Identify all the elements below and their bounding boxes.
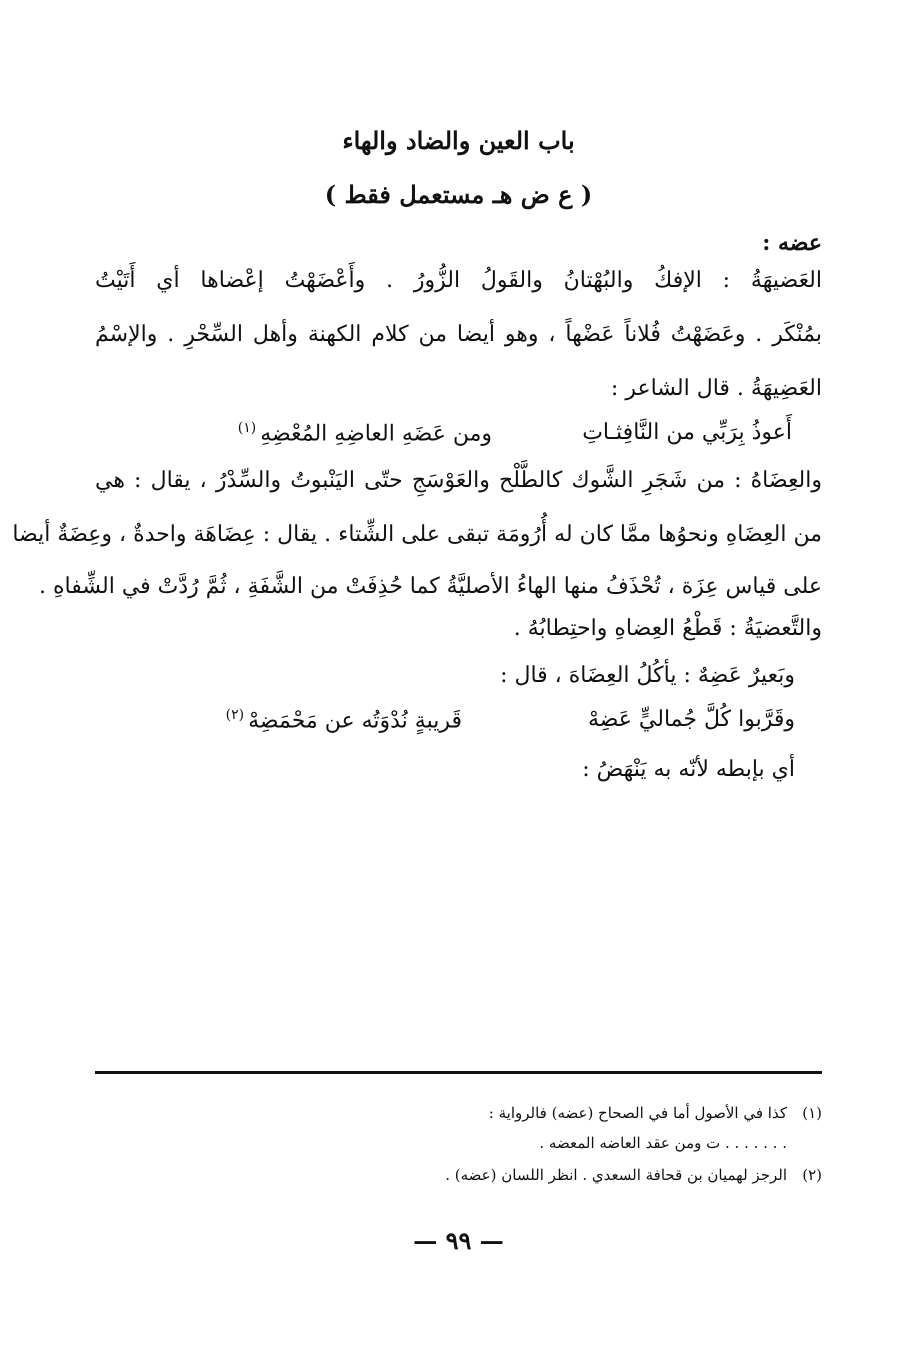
verse-hemistich-second	[226, 707, 462, 733]
text-line: أي بإبطه لأنّه به يَنْهَضُ :	[582, 757, 795, 782]
footnote-text: الرجز لهميان بن قحافة السعدي . انظر اللسان (عضه) .	[445, 1166, 787, 1184]
footnote-divider	[95, 1071, 822, 1074]
text-line: بمُنْكَر . وعَضَهْتُ فُلاناً عَضْهاً ، وهو أيضا من كلام الكهنة وأهل السِّحْرِ . والإسْمُ	[95, 322, 822, 347]
entry-headword: عضه :	[762, 230, 822, 256]
footnote-ref[interactable]: (٢)	[225, 707, 245, 723]
page-number: — ٩٩ —	[413, 1226, 504, 1255]
verse-text: ومن عَضَهِ العاضِهِ المُعْضِهِ	[260, 421, 492, 447]
footnote-text: كذا في الأصول أما في الصحاح (عضه) فالرواية :	[488, 1104, 787, 1122]
footnote-text: . . . . . . . ت ومن عقد العاضه المعضه .	[539, 1134, 787, 1152]
text-line: من العِضَاهِ ونحوُها ممَّا كان له أُرُومَة تبقى على الشِّتاء . يقال : عِضَاهَة واحدةٌ ، وعِضَةٌ أيضا	[12, 522, 822, 547]
chapter-subtitle: ( ع ض هـ مستعمل فقط )	[324, 180, 593, 209]
footnote-ref[interactable]: (١)	[237, 420, 257, 436]
text-line: على قياس عِزَة ، تُحْذَفُ منها الهاءُ الأصليَّةُ كما حُذِفَتْ من الشَّفَةِ ، ثُمَّ رُدَّتْ في الشِّفاهِ .	[39, 574, 822, 599]
verse-text: قَريبةٍ نُدْوَتُه عن مَحْمَضِهْ	[248, 708, 462, 734]
footnote-number: (٢)	[802, 1166, 822, 1184]
chapter-title: باب العين والضاد والهاء	[342, 126, 575, 155]
verse-hemistich-first: أَعوذُ بِرَبِّي من النَّافِثـاتِ	[582, 420, 792, 445]
text-line: وبَعيرٌ عَضِهٌ : يأكُلُ العِضَاهَ ، قال :	[500, 663, 795, 688]
text-line: والتَّعضيَةُ : قَطْعُ العِضاهِ واحتِطابُهُ .	[513, 616, 822, 641]
verse-hemistich-second	[238, 420, 492, 446]
text-line: العَضِيهَةُ . قال الشاعر :	[610, 376, 822, 401]
text-line: العَضيهَةُ : الإفكُ والبُهْتانُ والقَولُ الزُّورُ . وأَعْضَهْتُ إعْضاها أي أَتَيْتُ	[95, 268, 822, 293]
footnote-number: (١)	[802, 1104, 822, 1122]
text-line: والعِضَاهُ : من شَجَرِ الشَّوك كالطَّلْح والعَوْسَجِ حتّى اليَنْبوتُ والسِّدْرُ ، يقال : هي	[95, 468, 822, 493]
verse-hemistich-first: وقَرَّبوا كُلَّ جُماليٍّ عَضِهْ	[587, 707, 795, 732]
